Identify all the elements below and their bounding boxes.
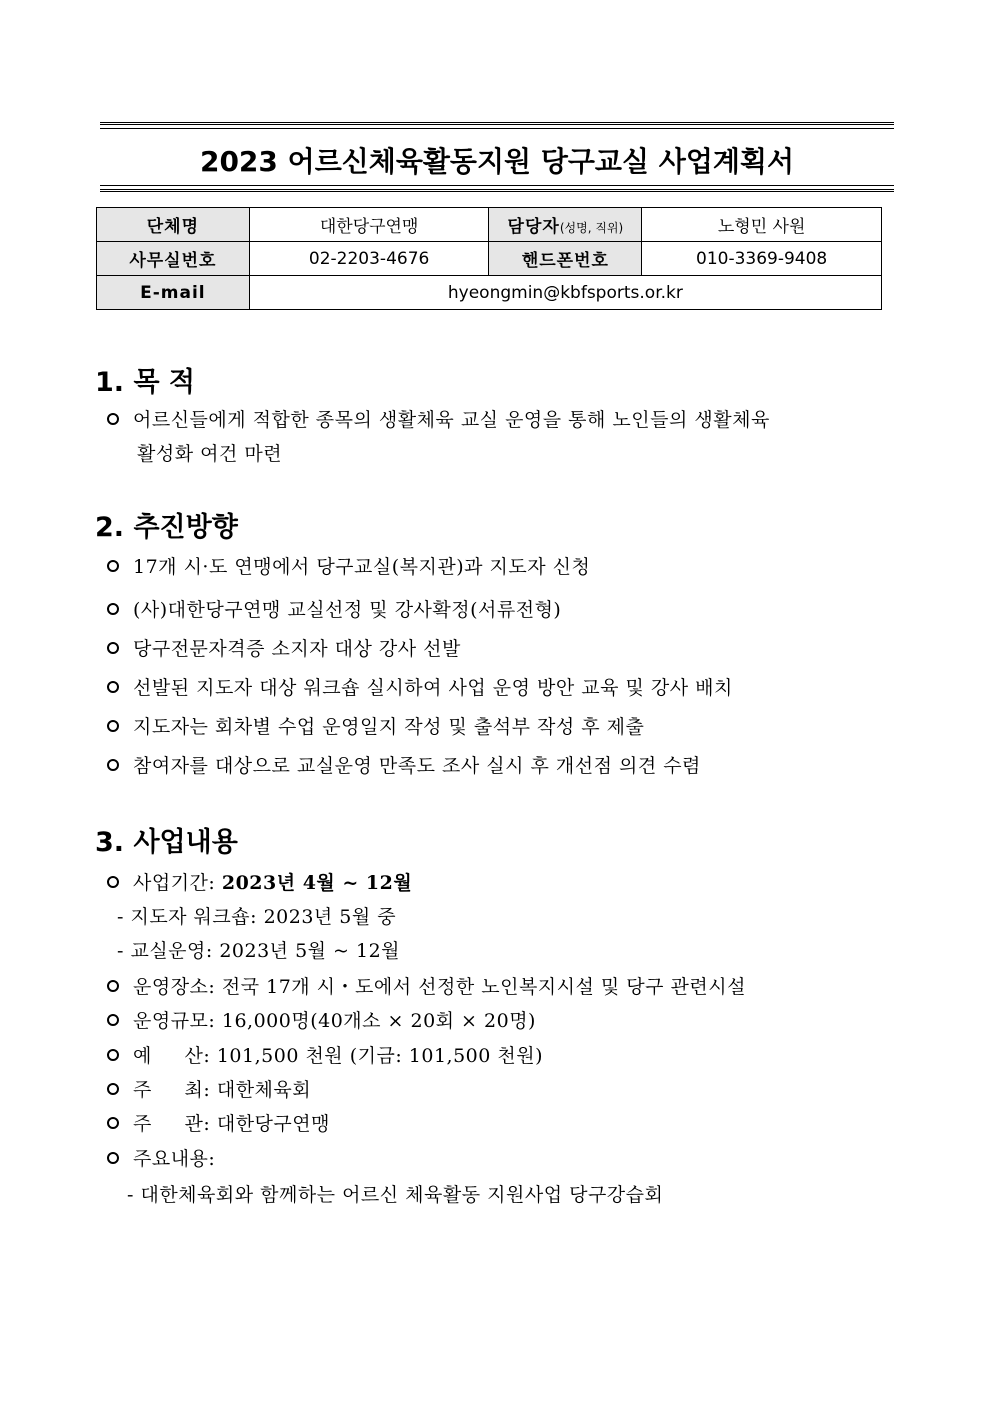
workshop-line: - 지도자 워크숍: 2023년 5월 중 — [117, 906, 397, 928]
period-label: 사업기간: — [133, 872, 222, 894]
contact-label: 담당자 — [507, 217, 560, 237]
list-item-text: (사)대한당구연맹 교실선정 및 강사확정(서류전형) — [133, 599, 562, 621]
organizer-text: 주 관: 대한당구연맹 — [133, 1113, 330, 1135]
circle-bullet-icon — [107, 413, 119, 425]
section2-title: 2. 추진방향 — [95, 512, 238, 543]
venue-line — [107, 972, 746, 999]
org-value: 대한당구연맹 — [249, 208, 489, 242]
circle-bullet-icon — [107, 642, 119, 654]
list-item-text: 17개 시·도 연맹에서 당구교실(복지관)과 지도자 신청 — [133, 556, 591, 578]
info-table — [96, 207, 882, 310]
circle-bullet-icon — [107, 1049, 119, 1061]
table-row — [97, 208, 882, 242]
scale-text: 운영규모: 16,000명(40개소 × 20회 × 20명) — [133, 1010, 536, 1032]
list-item — [107, 552, 590, 579]
org-label: 단체명 — [97, 208, 250, 242]
list-item — [107, 712, 644, 739]
circle-bullet-icon — [107, 1014, 119, 1026]
list-item-text: 참여자를 대상으로 교실운영 만족도 조사 실시 후 개선점 의견 수렴 — [133, 755, 701, 777]
contact-label-cell — [489, 208, 642, 242]
venue-text: 운영장소: 전국 17개 시・도에서 선정한 노인복지시설 및 당구 관련시설 — [133, 976, 746, 998]
circle-bullet-icon — [107, 1152, 119, 1164]
list-item — [107, 673, 733, 700]
scale-line — [107, 1006, 536, 1033]
circle-bullet-icon — [107, 1083, 119, 1095]
period-value: 2023년 4월 ~ 12월 — [221, 872, 413, 894]
circle-bullet-icon — [107, 560, 119, 572]
host-text: 주 최: 대한체육회 — [133, 1079, 312, 1101]
title-block — [100, 122, 894, 192]
main-label: 주요내용: — [133, 1148, 216, 1170]
office-value: 02-2203-4676 — [249, 242, 489, 276]
mobile-label: 핸드폰번호 — [489, 242, 642, 276]
email-value: hyeongmin@kbfsports.or.kr — [249, 276, 881, 310]
list-item-text: 지도자는 회차별 수업 운영일지 작성 및 출석부 작성 후 제출 — [133, 716, 645, 738]
circle-bullet-icon — [107, 980, 119, 992]
office-label: 사무실번호 — [97, 242, 250, 276]
list-item-text: 당구전문자격증 소지자 대상 강사 선발 — [133, 638, 461, 660]
main-item-line: - 대한체육회와 함께하는 어르신 체육활동 지원사업 당구강습회 — [127, 1184, 664, 1206]
circle-bullet-icon — [107, 720, 119, 732]
host-line — [107, 1075, 311, 1102]
circle-bullet-icon — [107, 603, 119, 615]
class-op-line: - 교실운영: 2023년 5월 ~ 12월 — [117, 940, 401, 962]
list-item — [107, 634, 461, 661]
section1-line1 — [107, 405, 770, 432]
section1-title: 1. 목 적 — [95, 367, 196, 398]
section1-line1-text: 어르신들에게 적합한 종목의 생활체육 교실 운영을 통해 노인들의 생활체육 — [133, 409, 770, 431]
main-content-line — [107, 1144, 215, 1171]
circle-bullet-icon — [107, 759, 119, 771]
circle-bullet-icon — [107, 876, 119, 888]
contact-label-small: (성명, 직위) — [559, 221, 624, 235]
table-row — [97, 242, 882, 276]
email-label: E-mail — [97, 276, 250, 310]
period-line — [107, 868, 412, 895]
budget-text: 예 산: 101,500 천원 (기금: 101,500 천원) — [133, 1045, 543, 1067]
section3-title: 3. 사업내용 — [95, 827, 238, 858]
section1-line2: 활성화 여건 마련 — [137, 443, 283, 465]
page-title: 2023 어르신체육활동지원 당구교실 사업계획서 — [199, 145, 795, 178]
table-row — [97, 276, 882, 310]
organizer-line — [107, 1109, 330, 1136]
budget-line — [107, 1041, 543, 1068]
list-item — [107, 751, 701, 778]
mobile-value: 010-3369-9408 — [642, 242, 882, 276]
contact-value: 노형민 사원 — [642, 208, 882, 242]
circle-bullet-icon — [107, 681, 119, 693]
circle-bullet-icon — [107, 1117, 119, 1129]
list-item — [107, 595, 561, 622]
list-item-text: 선발된 지도자 대상 워크숍 실시하여 사업 운영 방안 교육 및 강사 배치 — [133, 677, 733, 699]
